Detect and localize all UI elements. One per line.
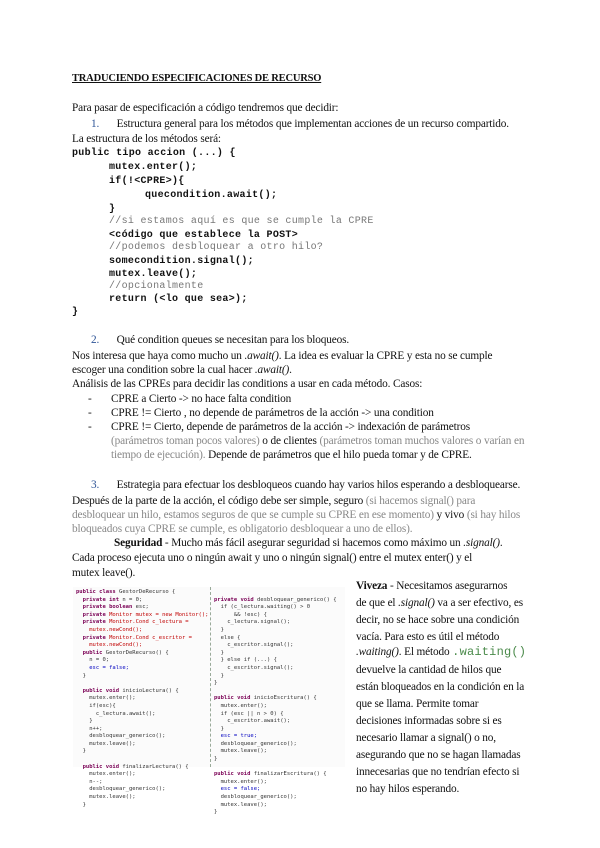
code-screenshot-line: c_escritor.signal(); xyxy=(214,642,294,649)
code-screenshot-line: mutex.newCond(); xyxy=(76,642,143,649)
code-line-8: //podemos desbloquear a otro hilo? xyxy=(109,242,324,253)
waiting-method-code: .waiting() xyxy=(452,645,527,659)
code-screenshot-line: } xyxy=(214,672,224,679)
code-screenshot-line: esc = false; xyxy=(76,664,129,671)
code-line-12: return (<lo que sea>); xyxy=(109,294,248,305)
code-screenshot-line: public void finalizarLectura() { xyxy=(82,763,189,770)
bullet-item-1: CPRE a Cierto -> no hace falta condition xyxy=(111,393,292,405)
section3-text: Estrategia para efectuar los desbloqueos cuando hay varios hilos esperando a desbloquearse. xyxy=(116,479,521,491)
code-screenshot-line: private boolean esc; xyxy=(82,604,149,611)
code-line-13: } xyxy=(72,307,79,318)
code-screenshot-line: public void inicioEscritura() { xyxy=(214,695,317,702)
section3-paragraph-2: desbloquear un hilo, estamos seguros de que se cumple su CPRE en ese momento) y vivo (si hay hilos xyxy=(72,509,521,521)
code-screenshot-line xyxy=(214,764,337,772)
code-screenshot xyxy=(73,587,345,816)
code-screenshot-line: } xyxy=(214,756,218,763)
code-screenshot-line: mutex.enter(); xyxy=(76,771,136,778)
section2-line xyxy=(91,333,349,347)
code-screenshot-line: } xyxy=(214,649,224,656)
code-screenshot-line: n--; xyxy=(76,778,103,785)
bullet-marker-3: - xyxy=(88,421,92,433)
bullet-item-2: CPRE != Cierto , no depende de parámetros de la acción -> una condition xyxy=(111,407,434,419)
section1-number: 1. xyxy=(91,118,100,130)
bullet-item-3-cont-1: (parámetros toman pocos valores) o de clientes (parámetros toman muchos valores o varían en xyxy=(111,435,525,447)
section3-number: 3. xyxy=(91,479,100,491)
code-screenshot-line: c_escritor.signal(); xyxy=(214,664,294,671)
section1-text: Estructura general para los métodos que implementan acciones de un recurso compartido. xyxy=(116,118,509,130)
code-screenshot-line xyxy=(76,756,208,764)
code-screenshot-line: private Monitor.Cond c_lectura = xyxy=(82,619,189,626)
viveza-label: Viveza xyxy=(356,580,388,592)
code-line-6: //si estamos aquí es que se cumple la CPRE xyxy=(109,216,374,227)
document-title: TRADUCIENDO ESPECIFICACIONES DE RECURSO xyxy=(72,73,322,84)
code-screenshot-left-column xyxy=(76,589,208,809)
bullet-marker-1: - xyxy=(88,393,92,405)
section3-paragraph-1: Después de la parte de la acción, el código debe ser simple, seguro (si hacemos signal() para xyxy=(72,495,476,507)
viveza-line-5: .waiting(). El método .waiting() xyxy=(356,645,527,659)
code-screenshot-line: public GestorDeRecurso() { xyxy=(82,649,169,656)
code-screenshot-line: if(esc){ xyxy=(76,702,116,709)
code-screenshot-line: public class GestorDeRecurso { xyxy=(76,589,176,595)
section2-number: 2. xyxy=(91,334,100,346)
section2-paragraph-3: Análisis de las CPREs para decidir las conditions a usar en cada método. Casos: xyxy=(72,378,423,390)
code-screenshot-line: desbloquear_generico(); xyxy=(76,733,166,740)
code-screenshot-line: private Monitor mutex = new Monitor(); xyxy=(82,611,209,618)
code-screenshot-line: } xyxy=(76,801,86,808)
viveza-line-4: vacía. Para esto es útil el método xyxy=(356,631,500,643)
code-screenshot-line: mutex.enter(); xyxy=(214,702,267,709)
code-screenshot-line: private int n = 0; xyxy=(82,596,143,603)
seguridad-label: Seguridad xyxy=(114,537,163,549)
viveza-line-2: de que el .signal() va a ser efectivo, es xyxy=(356,597,524,609)
code-screenshot-divider xyxy=(210,587,212,767)
viveza-line-11: asegurando que no se hagan llamadas xyxy=(356,749,521,761)
code-screenshot-line: mutex.newCond(); xyxy=(76,626,143,633)
code-screenshot-line: } xyxy=(76,672,86,679)
seguridad-line: Seguridad - Mucho más fácil asegurar seguridad si hacemos como máximo un .signal(). xyxy=(114,537,503,549)
bullet-item-3-cont-2: tiempo de ejecución). Depende de parámetros que el hilo pueda tomar y de CPRE. xyxy=(111,449,472,461)
code-screenshot-line: c_escritor.await(); xyxy=(214,718,291,725)
seguridad-line-2: Cada proceso ejecuta uno o ningún await y uno o ningún signal() entre el mutex enter() y el xyxy=(72,552,473,564)
code-screenshot-line: mutex.leave(); xyxy=(214,748,267,755)
intro-paragraph: Para pasar de especificación a código tendremos que decidir: xyxy=(72,102,339,114)
code-screenshot-line: n = 0; xyxy=(76,657,110,664)
section1-subtitle: La estructura de los métodos será: xyxy=(72,133,221,145)
code-screenshot-line: desbloquear_generico(); xyxy=(214,740,297,747)
section3-paragraph-3: bloqueados cuya CPRE se cumple, es obligatorio desbloquear a uno de ellos). xyxy=(72,523,413,535)
viveza-line-12: innecesarias que no tendrían efecto si xyxy=(356,766,520,778)
code-screenshot-line: public void inicioLectura() { xyxy=(82,687,179,694)
code-screenshot-line: mutex.enter(); xyxy=(76,695,136,702)
viveza-line-8: que se llama. Permite tomar xyxy=(356,698,479,710)
section1-line xyxy=(91,117,509,131)
code-screenshot-line: if (esc || n > 0) { xyxy=(214,710,284,717)
viveza-line-6: devuelve la cantidad de hilos que xyxy=(356,664,502,676)
code-screenshot-line: } xyxy=(214,626,224,633)
code-screenshot-line xyxy=(214,688,337,696)
code-screenshot-right-column xyxy=(214,589,337,817)
code-line-9: somecondition.signal(); xyxy=(109,256,254,267)
code-screenshot-line: } xyxy=(214,725,224,732)
viveza-line-10: necesario llamar a signal() o no, xyxy=(356,732,496,744)
viveza-line-1: Viveza - Necesitamos asegurarnos xyxy=(356,580,508,592)
code-line-10: mutex.leave(); xyxy=(109,269,198,280)
viveza-line-7: están bloqueados en la condición en la xyxy=(356,681,525,693)
code-screenshot-line: mutex.leave(); xyxy=(76,740,136,747)
code-screenshot-line: c_lectura.await(); xyxy=(76,710,156,717)
code-screenshot-line: mutex.leave(); xyxy=(214,801,267,808)
seguridad-line-3: mutex leave(). xyxy=(72,567,136,579)
code-screenshot-line: esc = true; xyxy=(214,733,258,740)
code-screenshot-line: if (c_lectura.waiting() > 0 xyxy=(214,604,311,611)
section2-text: Qué condition queues se necesitan para los bloqueos. xyxy=(116,334,350,346)
code-screenshot-line: desbloquear_generico(); xyxy=(76,786,166,793)
code-screenshot-line: } xyxy=(214,680,218,687)
code-line-1: public tipo accion (...) { xyxy=(72,148,236,159)
code-screenshot-line: private void desbloquear_generico() { xyxy=(214,596,337,603)
code-line-2: mutex.enter(); xyxy=(109,162,198,173)
code-screenshot-line: desbloquear_generico(); xyxy=(214,794,297,801)
code-line-11: //opcionalmente xyxy=(109,281,204,292)
code-line-3: if(!<CPRE>){ xyxy=(109,176,185,187)
bullet-item-3: CPRE != Cierto, depende de parámetros de la acción -> indexación de parámetros xyxy=(111,421,470,433)
viveza-line-3: decir, no se hace sobre una condición xyxy=(356,614,520,626)
code-screenshot-line: else { xyxy=(214,634,241,641)
section3-line xyxy=(91,478,520,492)
code-screenshot-line: mutex.leave(); xyxy=(76,794,136,801)
code-line-7: <código que establece la POST> xyxy=(109,230,299,241)
code-screenshot-line xyxy=(76,680,208,688)
code-screenshot-line: private Monitor.Cond c_escritor = xyxy=(82,634,192,641)
code-screenshot-line: mutex.enter(); xyxy=(214,778,267,785)
section2-paragraph-1: Nos interesa que haya como mucho un .await(). La idea es evaluar la CPRE y esta no se cumple xyxy=(72,350,493,362)
code-screenshot-line: c_lectura.signal(); xyxy=(214,619,291,626)
bullet-marker-2: - xyxy=(88,407,92,419)
viveza-line-9: decisiones informadas sobre si es xyxy=(356,715,502,727)
code-screenshot-line: && !esc) { xyxy=(214,611,267,618)
code-screenshot-line: } xyxy=(214,809,218,816)
code-screenshot-line: } xyxy=(76,718,93,725)
code-screenshot-line: } xyxy=(76,748,86,755)
section2-paragraph-2: escoger una condition sobre la cual hacer .await(). xyxy=(72,364,292,376)
code-screenshot-line: public void finalizarEscritura() { xyxy=(214,771,327,778)
code-line-4: quecondition.await(); xyxy=(145,190,278,201)
code-screenshot-line: } else if (...) { xyxy=(214,657,277,664)
code-screenshot-line: esc = false; xyxy=(214,786,261,793)
viveza-line-13: no hay hilos esperando. xyxy=(356,783,460,795)
code-line-5: } xyxy=(109,204,116,215)
code-screenshot-line: n++; xyxy=(76,725,103,732)
code-screenshot-line xyxy=(214,589,337,597)
